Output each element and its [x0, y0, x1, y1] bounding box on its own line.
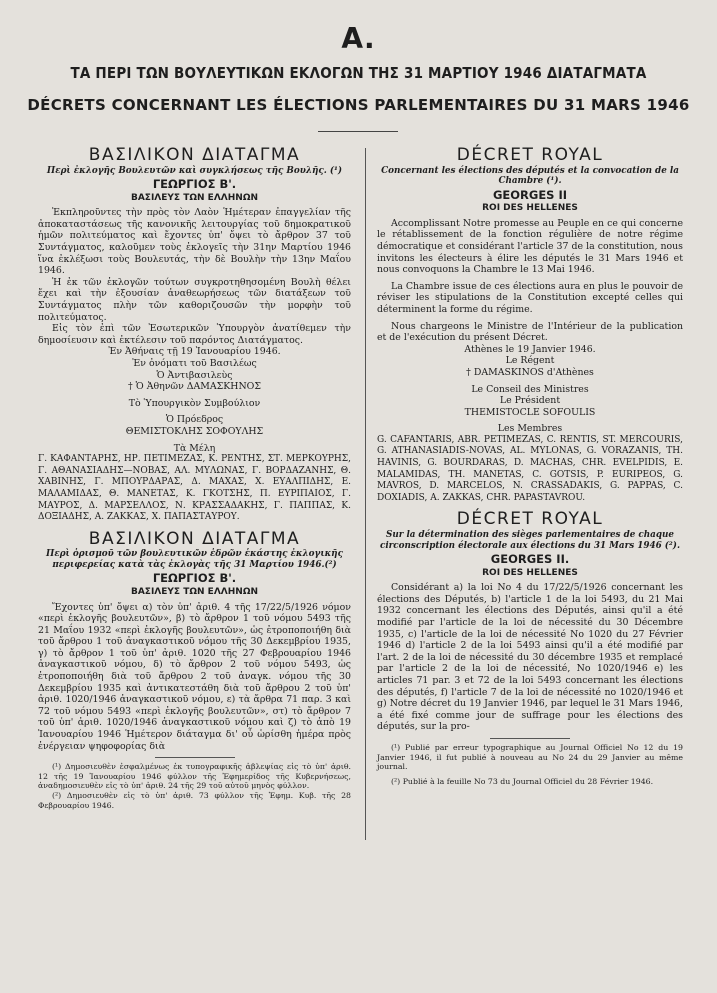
footnote-rule-gr [155, 757, 235, 758]
decree1-heading-fr: DÉCRET ROYAL [456, 145, 604, 165]
footnote1-gr: (¹) Δημοσιευθὲν ἐσφαλμένως ἐκ τυπογραφικῆς ἀβλεψίας εἰς τὸ ὑπ' ἀριθ. 12 τῆς 19 Ἰανουαρίου 1946 φύλλον τῆς Ἐφημερίδος τῆς Κυβερνήσεως, ἀναδημοσιευθὲν εἰς τὸ ὑπ' ἀριθ. 24 τῆς 29 τοῦ αὐτοῦ μηνὸς φύλλον. [38, 762, 351, 791]
decree2-heading-fr: DÉCRET ROYAL [456, 509, 604, 530]
decree1-members-title-gr: Τὰ Μέλη [173, 442, 216, 454]
decree1-subtitle-gr: Περὶ ἐκλογῆς Βουλευτῶν καὶ συγκλήσεως τῆς Βουλῆς. (¹) [46, 165, 343, 176]
decree1-date-gr: Ἐν Ἀθήναις τῇ 19 Ἰανουαρίου 1946. [108, 346, 281, 358]
decree1-members-fr: G. CAFANTARIS, ABR. PETIMEZAS, C. RENTIS, ST. MERCOURIS, G. ATHANASIADIS-NOVAS, AL. MYLONAS, G. VORAZANIS, TH. HAVINIS, G. BOURDARAS, D. MACHAS, CHR. EVELPIDIS, E. MALAMIDAS, TH. MANETAS, C. GOTSIS, P. EURIPEOS, G. MAVROS, D. MARCELOS, N. CRASSADAKIS, G. PAPPAS, C. DOXIADIS, A. ZAKKAS, CHR. PAPASTAVROU. [377, 434, 683, 503]
decree1-date-fr: Athènes le 19 Janvier 1946. [464, 343, 596, 355]
decree1-archbishop-gr: † Ὁ Ἀθηνῶν ΔΑΜΑΣΚΗΝΟΣ [128, 381, 261, 393]
decree1-council-gr: Τὸ Ὑπουργικὸν Συμβούλιον [128, 397, 261, 409]
decree1-members-title-fr: Les Membres [497, 423, 563, 435]
decree1-p1-gr: Ἐκπληροῦντες τὴν πρὸς τὸν Λαὸν Ἡμέτεραν ἐπαγγελίαν τῆς ἀποκαταστάσεως τῆς κανονικῆς λειτουργίας τοῦ δημοκρατικοῦ ἡμῶν πολιτεύματος καὶ ἔχοντες ὑπ' ὄψει τὸ ἄρθρον 37 τοῦ Συντάγματος, καλοῦμεν τοὺς ἐκλογεῖς τὴν 31ην Μαρτίου 1946 ἵνα ἐκλέξωσι τοὺς Βουλευτάς, τὴν δὲ Βουλὴν τὴν 13ην Μαΐου 1946. [38, 207, 351, 277]
decree1-subtitle-fr: Concernant les élections des députés et la convocation de la Chambre (¹). [381, 165, 679, 187]
decree1-p1-fr: Accomplissant Notre promesse au Peuple en ce qui concerne le rétablissement de la fonction régulière de notre régime démocratique et considérant l'article 37 de la constitution, nous invitons les électeurs à élire les députés le 31 Mars 1946 et nous convoquons la Chambre le 13 Mai 1946. [377, 217, 683, 276]
greek-column [38, 145, 351, 810]
decree1-p3-gr: Εἰς τὸν ἐπὶ τῶν Ἐσωτερικῶν Ὑπουργὸν ἀνατίθεμεν τὴν δημοσίευσιν καὶ ἐκτέλεσιν τοῦ παρόντος Διατάγματος. [38, 323, 351, 346]
decree1-president-name-fr: THEMISTOCLE SOFOULIS [464, 406, 596, 418]
decree2-king-sub-gr: ΒΑΣΙΛΕΥΣ ΤΩΝ ΕΛΛΗΝΩΝ [130, 586, 258, 597]
decree2-subtitle-fr: Sur la détermination des sièges parlementaires de chaque circonscription électorale aux élections du 31 Mars 1946 (²). [379, 530, 681, 551]
decree2-subtitle-gr: Περὶ ὁρισμοῦ τῶν βουλευτικῶν ἑδρῶν ἑκάστης ἐκλογικῆς περιφερείας κατὰ τὰς ἐκλογὰς τῆς 31 Μαρτίου 1946.(²) [46, 549, 343, 570]
decree2-king-sub-fr: ROI DES HELLENES [482, 567, 578, 578]
footnote2-gr: (²) Δημοσιευθὲν εἰς τὸ ὑπ' ἀριθ. 73 φύλλον τῆς Ἐφημ. Κυβ. τῆς 28 Φεβρουαρίου 1946. [38, 791, 351, 810]
decree1-regent-gr: Ὁ Ἀντιβασιλεὺς [156, 369, 233, 381]
decree2-p1-gr: Ἔχοντες ὑπ' ὄψει α) τὸν ὑπ' ἀριθ. 4 τῆς 17/22/5/1926 νόμον «περὶ ἐκλογῆς βουλευτῶν», β) τὸ ἄρθρον 1 τοῦ νόμου 5493 τῆς 21 Μαΐου 1932 «περὶ ἐκλογῆς βουλευτῶν», ὡς ἐτροποποιήθη διὰ τοῦ ἄρθρου 1 τοῦ ἀναγκαστικοῦ νόμου τῆς 30 Δεκεμβρίου 1935, γ) τὸ ἄρθρον 1 τοῦ ὑπ' ἀριθ. 1020 τῆς 27 Φεβρουαρίου 1946 ἀναγκαστικοῦ νόμου, δ) τὸ ἄρθρον 2 τοῦ νόμου 5493, ὡς ἐτροποποιήθη διὰ τοῦ ἄρθρου 2 τοῦ ἀναγκ. νόμου τῆς 30 Δεκεμβρίου 1935 καὶ ἀντικατεστάθη διὰ τοῦ ἄρθρου 2 τοῦ ὑπ' ἀριθ. 1020/1946 ἀναγκαστικοῦ νόμου, ε) τὰ ἄρθρα 71 παρ. 3 καὶ 72 τοῦ νόμου 5493 «περὶ ἐκλογῆς βουλευτῶν», στ) τὸ ἄρθρον 7 τοῦ ὑπ' ἀριθ. 1020/1946 ἀναγκαστικοῦ νόμου καὶ ζ) τὸ ἀπὸ 19 Ἰανουαρίου 1946 Ἡμέτερον διάταγμα δι' οὗ ὡρίσθη ἡμέρα πρὸς ἐνέργειαν ψηφοφορίας διὰ [38, 601, 351, 752]
decree1-heading-gr: ΒΑΣΙΛΙΚΟΝ ΔΙΑΤΑΓΜΑ [88, 145, 301, 165]
decree2-heading-gr: ΒΑΣΙΛΙΚΟΝ ΔΙΑΤΑΓΜΑ [88, 528, 301, 549]
decree1-p3-fr: Nous chargeons le Ministre de l'Intérieur de la publication et de l'exécution du présent Décret. [377, 320, 683, 344]
footnote1-fr: (¹) Publié par erreur typographique au Journal Officiel No 12 du 19 Janvier 1946, il fut publié à nouveau au No 24 du 29 Janvier au même journal. [377, 742, 683, 772]
section-letter: Α. [341, 22, 376, 55]
decree1-regent-fr: Le Régent [505, 355, 555, 367]
decree1-archbishop-fr: † DAMASKINOS d'Athènes [466, 366, 594, 378]
decree1-king-sub-gr: ΒΑΣΙΛΕΥΣ ΤΩΝ ΕΛΛΗΝΩΝ [130, 192, 258, 203]
decree2-king-fr: GEORGES II. [490, 552, 570, 567]
title-greek: ΤΑ ΠΕΡΙ ΤΩΝ ΒΟΥΛΕΥΤΙΚΩΝ ΕΚΛΟΓΩΝ ΤΗΣ 31 ΜΑΡΤΙΟΥ 1946 ΔΙΑΤΑΓΜΑΤΑ [70, 64, 647, 82]
decree2-king-gr: ΓΕΩΡΓΙΟΣ Β'. [152, 571, 237, 586]
decree1-council-fr: Le Conseil des Ministres [471, 383, 589, 395]
decree2-p1-fr: Considérant a) la loi No 4 du 17/22/5/1926 concernant les élections des Députés, b) l'article 1 de la loi 5493, du 21 Mai 1932 concernant les élections des Députés, ainsi qu'il a été modifié par l'article de la loi de nécessité du 30 Décembre 1935, c) l'article de la loi de nécessité No 1020 du 27 Février 1946 d) l'article 2 de la loi 5493 ainsi qu'il a été modifié par l'art. 2 de la loi de nécessité du 30 décembre 1935 et remplacé par l'article 2 de la loi de nécessité, No 1020/1946 e) les articles 71 par. 3 et 72 de la loi 5493 concernant les élections des députés, f) l'article 7 de la loi de nécessité no 1020/1946 et g) Notre décret du 19 Janvier 1946, par lequel le 31 Mars 1946, a été fixé comme jour de suffrage pour les élections des députés, sur la pro- [377, 582, 683, 733]
decree1-king-gr: ΓΕΩΡΓΙΟΣ Β'. [152, 177, 237, 192]
footnote-rule-fr [490, 738, 570, 739]
french-column [377, 145, 683, 786]
decree1-members-gr: Γ. ΚΑΦΑΝΤΑΡΗΣ, ΗΡ. ΠΕΤΙΜΕΖΑΣ, Κ. ΡΕΝΤΗΣ, ΣΤ. ΜΕΡΚΟΥΡΗΣ, Γ. ΑΘΑΝΑΣΙΑΔΗΣ—ΝΟΒΑΣ, ΑΛ. ΜΥΛΩΝΑΣ, Γ. ΒΟΡΔΑΖΑΝΗΣ, Θ. ΧΑΒΙΝΗΣ, Γ. ΜΠΟΥΡΔΑΡΑΣ, Δ. ΜΑΧΑΣ, Χ. ΕΥΑΛΠΙΔΗΣ, Ε. ΜΑΛΑΜΙΔΑΣ, Θ. ΜΑΝΕΤΑΣ, Κ. ΓΚΟΤΣΗΣ, Π. ΕΥΡΙΠΑΙΟΣ, Γ. ΜΑΥΡΟΣ, Δ. ΜΑΡΣΕΛΛΟΣ, Ν. ΚΡΑΣΣΑΔΑΚΗΣ, Γ. ΠΑΠΠΑΣ, Κ. ΔΟΞΙΑΔΗΣ, Α. ΖΑΚΚΑΣ, Χ. ΠΑΠΑΣΤΑΥΡΟΥ. [38, 454, 351, 523]
footnote2-fr: (²) Publié à la feuille No 73 du Journal Officiel du 28 Février 1946. [391, 776, 654, 786]
decree1-in-name-gr: Ἐν ὀνόματι τοῦ Βασιλέως [132, 358, 257, 369]
decree1-king-sub-fr: ROI DES HELLENES [482, 203, 578, 214]
decree1-king-fr: GEORGES II [492, 187, 568, 202]
column-divider [365, 148, 366, 840]
decree1-president-gr: Ὁ Πρόεδρος [165, 414, 224, 426]
title-rule [318, 131, 398, 132]
decree1-p2-gr: Ἡ ἐκ τῶν ἐκλογῶν τούτων συγκροτηθησομένη Βουλὴ θέλει ἔχει καὶ τὴν ἐξουσίαν ἀναθεωρήσεως τῶν διατάξεων τοῦ Συντάγματος πλὴν τῶν καθοριζουσῶν τὴν μορφὴν τοῦ πολιτεύματος. [38, 276, 351, 323]
decree1-president-fr: Le Président [499, 395, 561, 407]
decree1-president-name-gr: ΘΕΜΙΣΤΟΚΛΗΣ ΣΟΦΟΥΛΗΣ [125, 425, 264, 437]
title-french: DÉCRETS CONCERNANT LES ÉLECTIONS PARLEMENTAIRES DU 31 MARS 1946 [27, 96, 690, 114]
decree1-p2-fr: La Chambre issue de ces élections aura en plus le pouvoir de réviser les stipulations de la Constitution excepté celles qui déterminent la forme du régime. [377, 280, 683, 315]
